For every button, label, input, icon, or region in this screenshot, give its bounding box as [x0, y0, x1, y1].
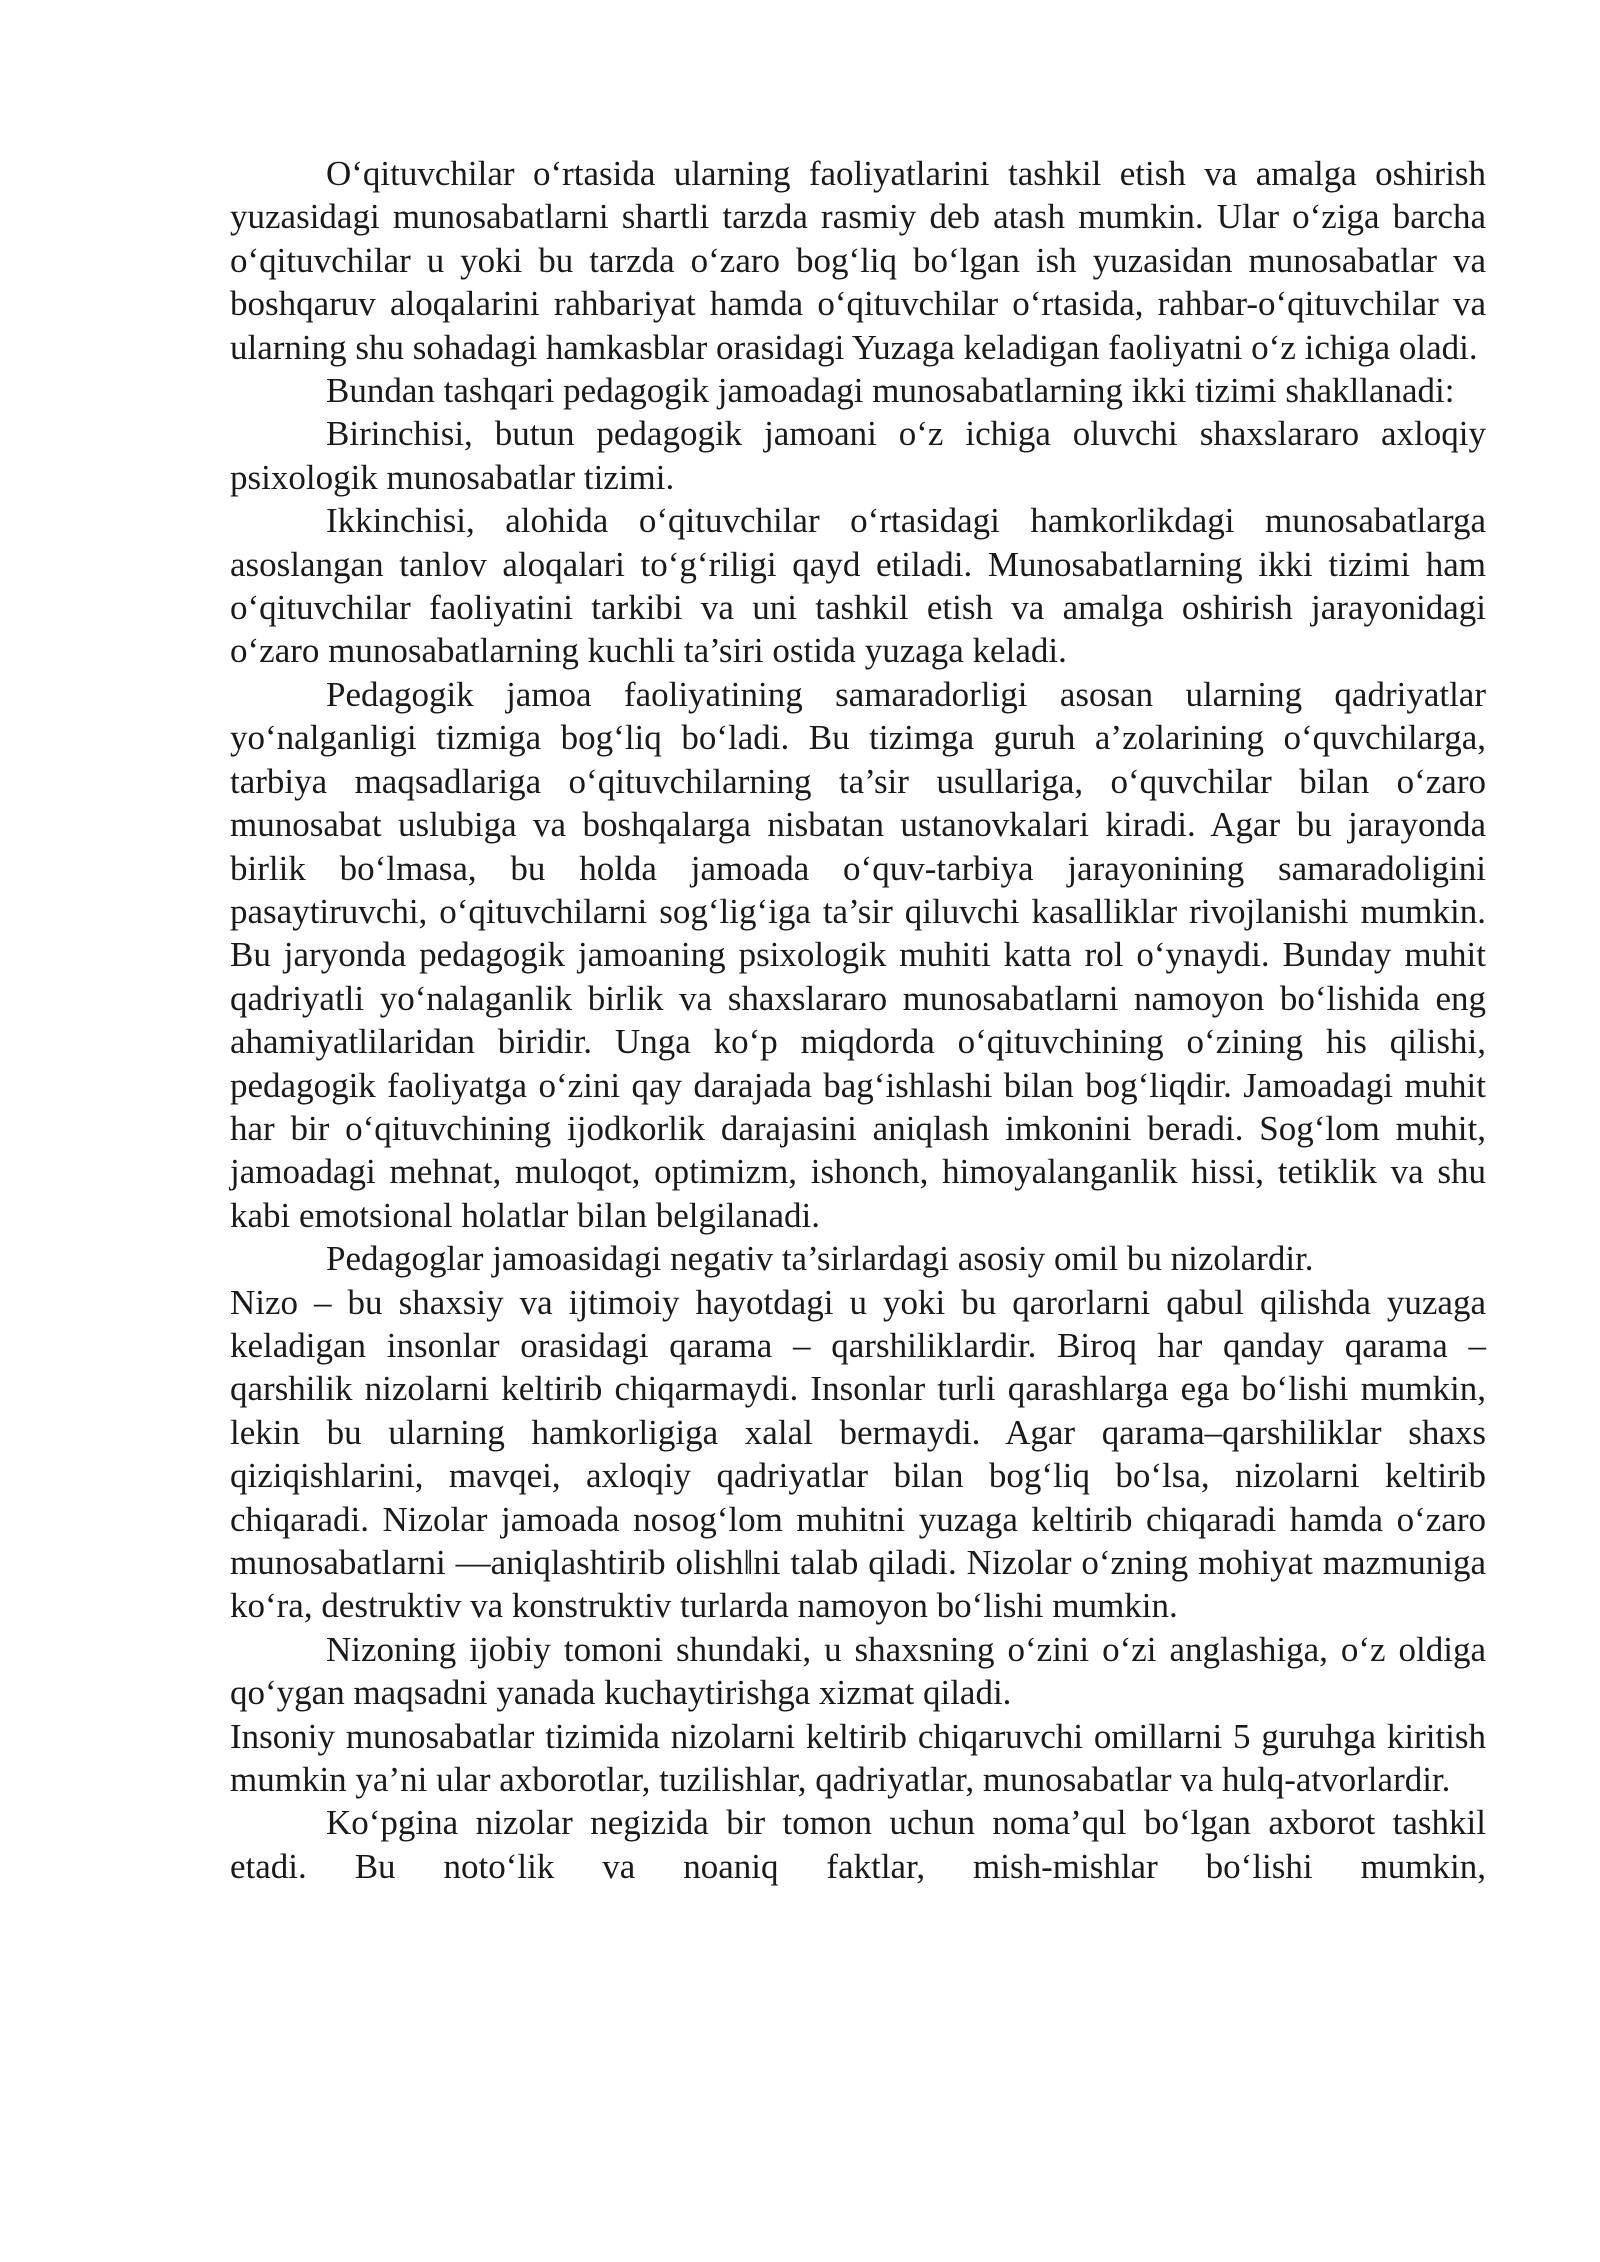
paragraph: Ikkinchisi, alohida o‘qituvchilar o‘rtasidagi hamkorlikdagi munosabatlarga asoslangan tanlov aloqalari to‘g‘riligi qayd etiladi. Munosabatlarning ikki tizimi ham o‘qituvchilar faoliyatini tarkibi va uni tashkil etish va amalga oshirish jarayonidagi o‘zaro munosabatlarning kuchli ta’siri ostida yuzaga keladi.: [230, 501, 1486, 671]
paragraph: Insoniy munosabatlar tizimida nizolarni keltirib chiqaruvchi omillarni 5 guruhga kiritish mumkin ya’ni ular axborotlar, tuzilishlar, qadriyatlar, munosabatlar va hulq-atvorlardir.: [230, 1716, 1486, 1800]
paragraph: O‘qituvchilar o‘rtasida ularning faoliyatlarini tashkil etish va amalga oshirish yuzasidagi munosabatlarni shartli tarzda rasmiy deb atash mumkin. Ular o‘ziga barcha o‘qituvchilar u yoki bu tarzda o‘zaro bog‘liq bo‘lgan ish yuzasidan munosabatlar va boshqaruv aloqalarini rahbariyat hamda o‘qituvchilar o‘rtasida, rahbar-o‘qituvchilar va ularning shu sohadagi hamkasblar orasidagi Yuzaga keladigan faoliyatni o‘z ichiga oladi.: [230, 154, 1486, 367]
paragraph: Ko‘pgina nizolar negizida bir tomon uchun noma’qul bo‘lgan axborot tashkil etadi. Bu noto‘lik va noaniq faktlar, mish-mishlar bo‘lishi mumkin,: [230, 1803, 1486, 1886]
paragraph: Birinchisi, butun pedagogik jamoani o‘z ichiga oluvchi shaxslararo axloqiy psixologik munosabatlar tizimi.: [230, 414, 1486, 497]
paragraph: Nizo – bu shaxsiy va ijtimoiy hayotdagi u yoki bu qarorlarni qabul qilishda yuzaga keladigan insonlar orasidagi qarama – qarshiliklardir. Biroq har qanday qarama – qarshilik nizolarni keltirib chiqarmaydi. Insonlar turli qarashlarga ega bo‘lishi mumkin, lekin bu ularning hamkorligiga xalal bermaydi. Agar qarama–qarshiliklar shaxs qiziqishlarini, mavqei, axloqiy qadriyatlar bilan bog‘liq bo‘lsa, nizolarni keltirib chiqaradi. Nizolar jamoada nosog‘lom muhitni yuzaga keltirib chiqaradi hamda o‘zaro munosabatlarni ―aniqlashtirib olish‖ni talab qiladi. Nizolar o‘zning mohiyat mazmuniga ko‘ra, destruktiv va konstruktiv turlarda namoyon bo‘lishi mumkin.: [230, 1282, 1486, 1626]
paragraph: Nizoning ijobiy tomoni shundaki, u shaxsning o‘zini o‘zi anglashiga, o‘z oldiga qo‘ygan maqsadni yanada kuchaytirishga xizmat qiladi.: [230, 1629, 1486, 1713]
paragraph: Bundan tashqari pedagogik jamoadagi munosabatlarning ikki tizimi shakllanadi:: [326, 371, 1455, 411]
paragraph: Pedagoglar jamoasidagi negativ ta’sirlardagi asosiy omil bu nizolardir.: [326, 1239, 1314, 1279]
paragraph: Pedagogik jamoa faoliyatining samaradorligi asosan ularning qadriyatlar yo‘nalganligi tizmiga bog‘liq bo‘ladi. Bu tizimga guruh a’zolarining o‘quvchilarga, tarbiya maqsadlariga o‘qituvchilarning ta’sir usullariga, o‘quvchilar bilan o‘zaro munosabat uslubiga va boshqalarga nisbatan ustanovkalari kiradi. Agar bu jarayonda birlik bo‘lmasa, bu holda jamoada o‘quv-tarbiya jarayonining samaradoligini pasaytiruvchi, o‘qituvchilarni sog‘lig‘iga ta’sir qiluvchi kasalliklar rivojlanishi mumkin. Bu jaryonda pedagogik jamoaning psixologik muhiti katta rol o‘ynaydi. Bunday muhit qadriyatli yo‘nalaganlik birlik va shaxslararo munosabatlarni namoyon bo‘lishida eng ahamiyatlilaridan biridir. Unga ko‘p miqdorda o‘qituvchining o‘zining his qilishi, pedagogik faoliyatga o‘zini qay darajada bag‘ishlashi bilan bog‘liqdir. Jamoadagi muhit har bir o‘qituvchining ijodkorlik darajasini aniqlash imkonini beradi. Sog‘lom muhit, jamoadagi mehnat, muloqot, optimizm, ishonch, himoyalanganlik hissi, tetiklik va shu kabi emotsional holatlar bilan belgilanadi.: [230, 674, 1486, 1235]
body-text: [230, 152, 1486, 1888]
